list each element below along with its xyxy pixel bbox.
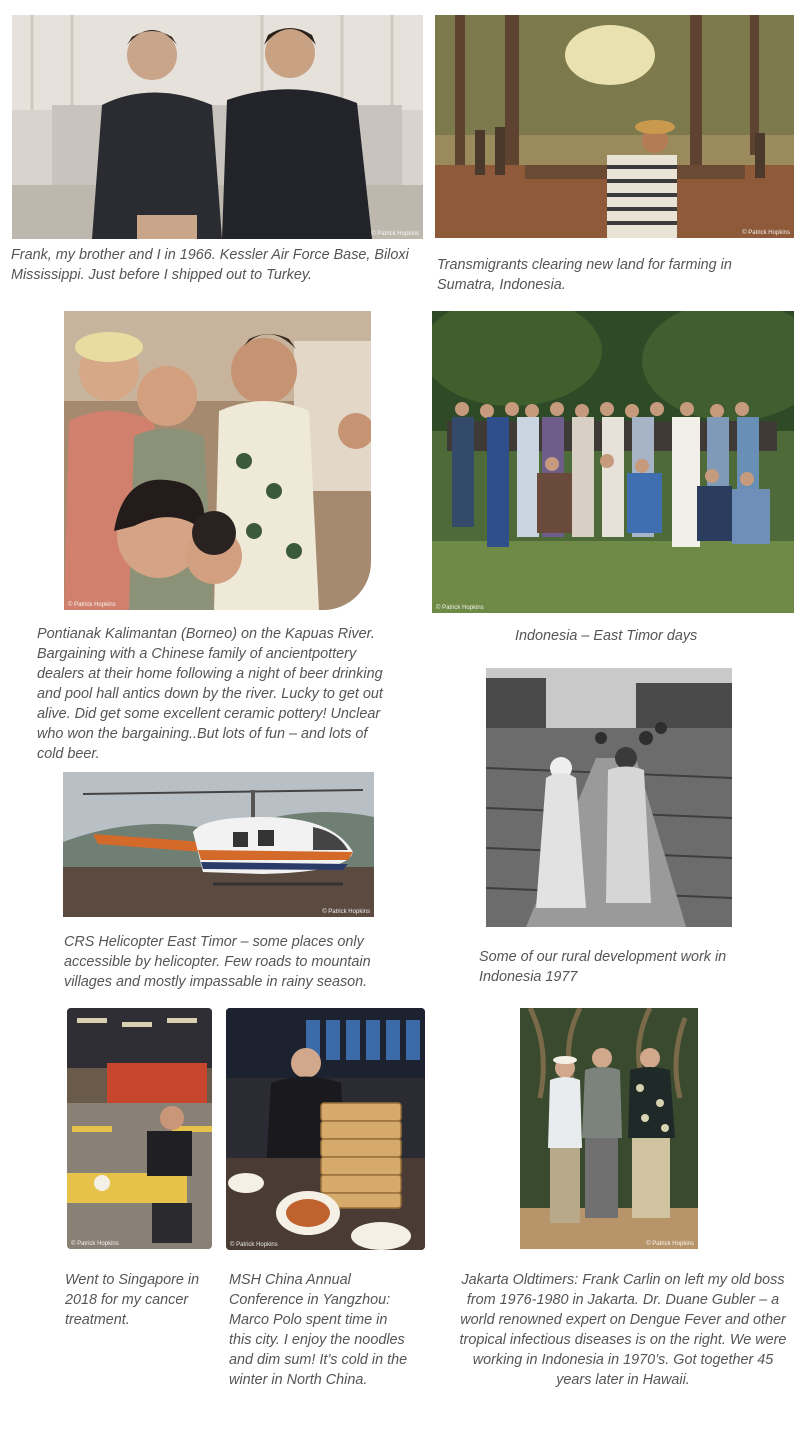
photo-credit: © Patrick Hopkins bbox=[371, 231, 419, 237]
photo-credit: © Patrick Hopkins bbox=[68, 602, 116, 608]
photo-jakarta-oldtimers bbox=[520, 1008, 698, 1249]
caption-kessler: Frank, my brother and I in 1966. Kessler Air Force Base, Biloxi Mississippi. Just before I shipped out to Turkey. bbox=[11, 247, 409, 283]
caption-rural: Some of our rural development work in Indonesia 1977 bbox=[479, 949, 727, 985]
caption-jakarta: Jakarta Oldtimers: Frank Carlin on left my old boss from 1976-1980 in Jakarta. Dr. Duane Gubler – a world renowned expert on Dengue Fever and other tropical infectious diseases is on the right. We were working in Indonesia in 1970’s. Got together 45 years later in Hawaii. bbox=[459, 1272, 787, 1388]
caption-helicopter: CRS Helicopter East Timor – some places only accessible by helicopter. Few roads to mountain villages and mostly impassable in rainy season. bbox=[64, 934, 371, 990]
photo-credit: © Patrick Hopkins bbox=[322, 909, 370, 915]
photo-yangzhou-dim-sum bbox=[226, 1008, 425, 1250]
caption-china: MSH China Annual Conference in Yangzhou: Marco Polo spent time in this city. I enjoy the noodles and dim sum! It’s cold in the winter in North China. bbox=[229, 1272, 408, 1388]
photo-singapore-2018 bbox=[67, 1008, 212, 1249]
caption-east-timor: Indonesia – East Timor days bbox=[515, 628, 698, 644]
photo-sumatra-land-clearing bbox=[435, 15, 794, 238]
photo-east-timor-group bbox=[432, 311, 794, 613]
caption-sumatra: Transmigrants clearing new land for farming in Sumatra, Indonesia. bbox=[437, 257, 732, 293]
photo-pontianak-pottery-dealers bbox=[64, 311, 371, 610]
photo-kessler-1966 bbox=[12, 15, 423, 239]
photo-rural-development-1977 bbox=[486, 668, 732, 927]
photo-credit: © Patrick Hopkins bbox=[71, 1241, 119, 1247]
photo-credit: © Patrick Hopkins bbox=[230, 1242, 278, 1248]
photo-credit: © Patrick Hopkins bbox=[742, 230, 790, 236]
photo-credit: © Patrick Hopkins bbox=[646, 1241, 694, 1247]
caption-pontianak: Pontianak Kalimantan (Borneo) on the Kapuas River. Bargaining with a Chinese family of ancientpottery dealers at their home following a night of beer drinking and pool hall antics down by the river. Lucky to get out alive. Did get some excellent ceramic pottery! Unclear who won the bargaining..But lots of fun – and lots of cold beer. bbox=[37, 626, 383, 762]
photo-crs-helicopter bbox=[63, 772, 374, 917]
photo-credit: © Patrick Hopkins bbox=[436, 605, 484, 611]
caption-singapore: Went to Singapore in 2018 for my cancer treatment. bbox=[65, 1272, 200, 1328]
